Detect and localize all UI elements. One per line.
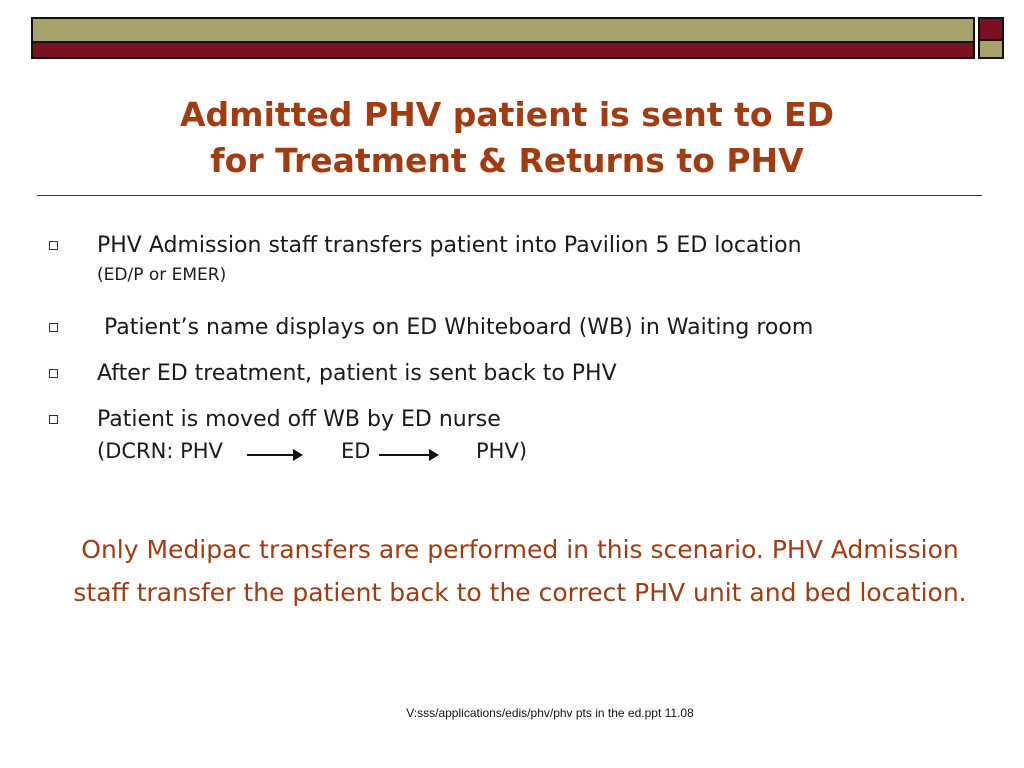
title-line-2: for Treatment & Returns to PHV <box>210 141 804 180</box>
dcrn-prefix: (DCRN: PHV <box>97 439 223 463</box>
slide-title <box>0 92 1014 184</box>
bullet-item <box>45 230 995 312</box>
bullet-list <box>45 230 995 470</box>
scenario-note: Only Medipac transfers are performed in this scenario. PHV Admission staff transfer the patient back to the correct PHV unit and bed location. <box>73 535 967 607</box>
right-arrow-icon <box>379 454 437 456</box>
square-bullet-icon <box>49 323 58 332</box>
square-bullet-icon <box>49 415 58 424</box>
bullet-item <box>45 312 995 358</box>
right-arrow-icon <box>247 454 301 456</box>
bullet-item <box>45 358 995 404</box>
title-divider <box>37 195 982 196</box>
bullet-text: PHV Admission staff transfers patient into Pavilion 5 ED location <box>97 233 802 258</box>
bullet-text: Patient is moved off WB by ED nurse <box>97 407 501 432</box>
file-path-footer: V:sss/applications/edis/phv/phv pts in the ed.ppt 11.08 <box>406 706 694 720</box>
header-bar-olive <box>31 17 975 41</box>
dcrn-suffix: PHV) <box>476 439 528 463</box>
bullet-text: After ED treatment, patient is sent back to PHV <box>97 361 617 386</box>
dcrn-middle: ED <box>341 439 371 463</box>
header-bar-maroon <box>31 41 975 59</box>
square-bullet-icon <box>49 369 58 378</box>
header-square-maroon <box>978 17 1004 41</box>
bullet-subtext: (ED/P or EMER) <box>97 265 227 285</box>
title-line-1: Admitted PHV patient is sent to ED <box>180 95 834 134</box>
square-bullet-icon <box>49 241 58 250</box>
header-square-olive <box>978 41 1004 59</box>
bullet-text: Patient’s name displays on ED Whiteboard (WB) in Waiting room <box>97 315 814 340</box>
bullet-item <box>45 404 995 470</box>
dcrn-flow <box>97 436 995 470</box>
